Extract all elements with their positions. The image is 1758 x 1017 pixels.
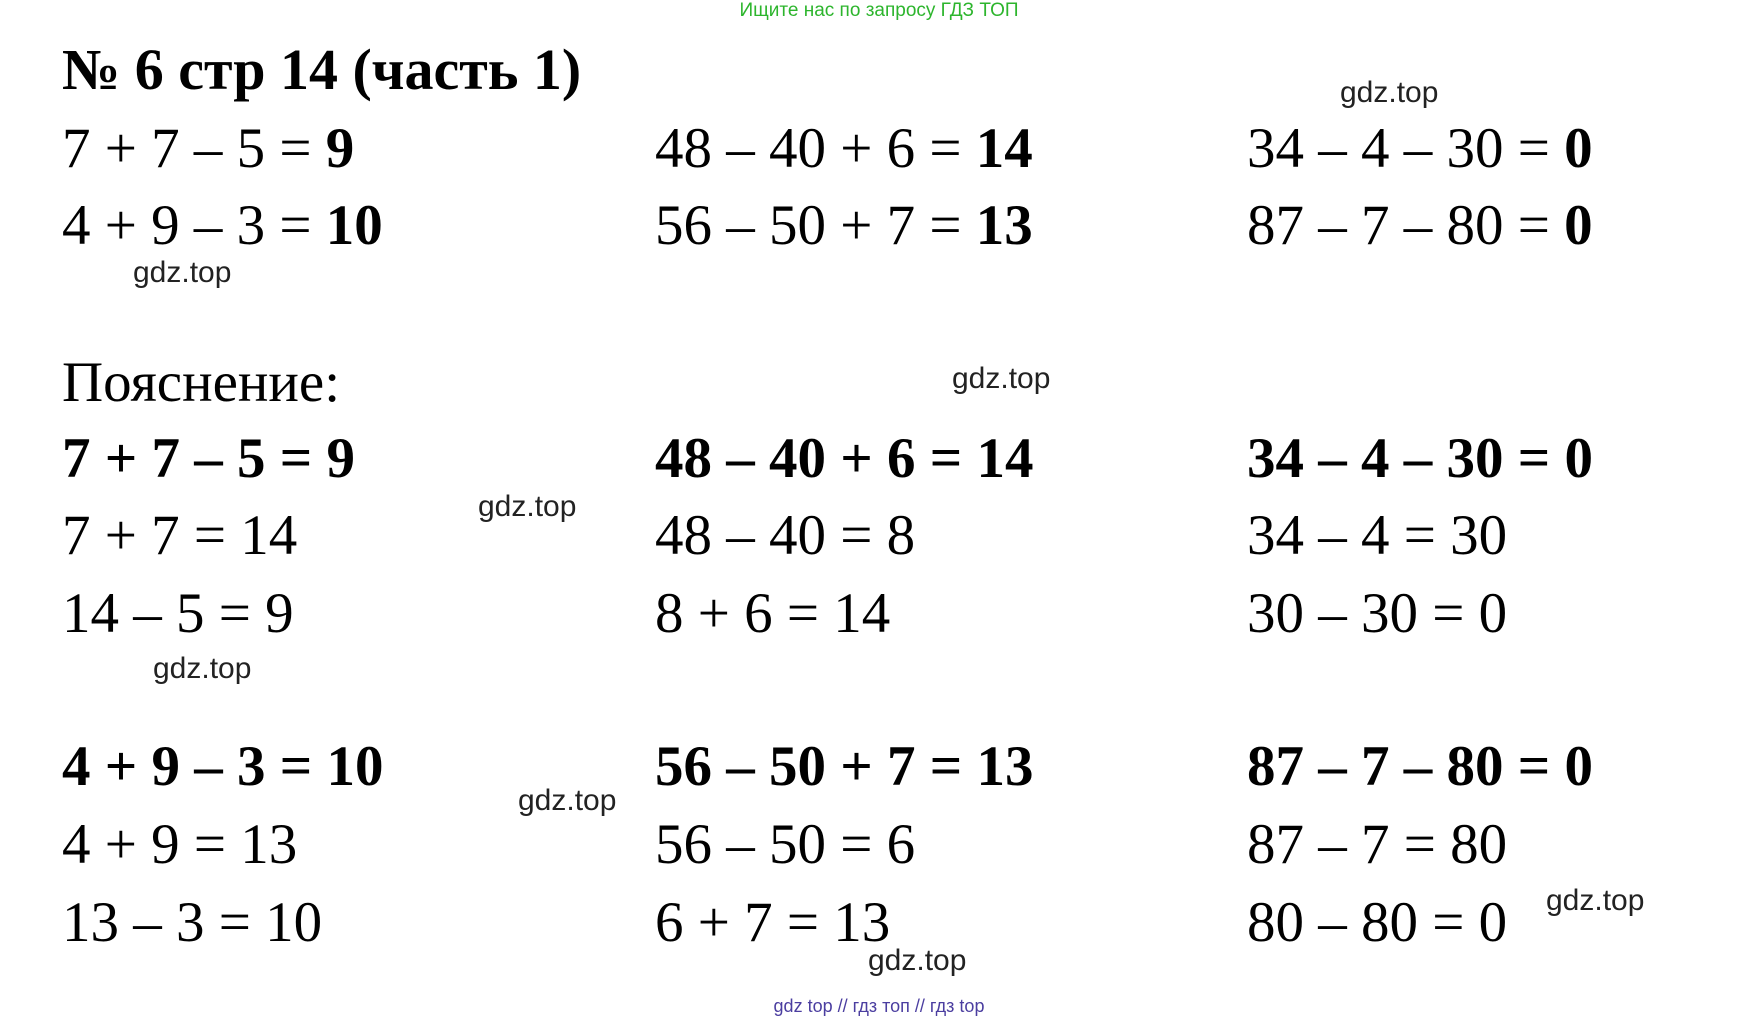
watermark: gdz.top [952, 362, 1051, 395]
search-hint: Ищите нас по запросу ГДЗ ТОП [739, 0, 1019, 21]
explanation-head-6: 87 – 7 – 80 = 0 [1247, 735, 1593, 798]
explanation-step: 8 + 6 = 14 [655, 582, 891, 645]
explanation-step: 7 + 7 = 14 [62, 504, 298, 567]
watermark: gdz.top [1546, 884, 1645, 917]
answer-1: 7 + 7 – 5 = 9 [62, 117, 355, 180]
answer-5: 34 – 4 – 30 = 0 [1247, 117, 1593, 180]
watermark: gdz.top [153, 652, 252, 685]
explanation-head-5: 56 – 50 + 7 = 13 [655, 735, 1034, 798]
watermark: gdz.top [1340, 76, 1439, 109]
footer-note: gdz top // гдз топ // гдз top [773, 996, 985, 1016]
watermark: gdz.top [868, 944, 967, 977]
explanation-step: 48 – 40 = 8 [655, 504, 916, 567]
watermark: gdz.top [133, 256, 232, 289]
answer-6: 87 – 7 – 80 = 0 [1247, 194, 1593, 257]
explanation-step: 87 – 7 = 80 [1247, 813, 1508, 876]
explanation-head-3: 34 – 4 – 30 = 0 [1247, 427, 1593, 490]
explanation-step: 80 – 80 = 0 [1247, 891, 1508, 954]
watermark: gdz.top [478, 490, 577, 523]
explanation-step: 14 – 5 = 9 [62, 582, 294, 645]
explanation-head-4: 4 + 9 – 3 = 10 [62, 735, 384, 798]
explanation-label: Пояснение: [62, 351, 341, 414]
explanation-step: 4 + 9 = 13 [62, 813, 298, 876]
explanation-step: 34 – 4 = 30 [1247, 504, 1508, 567]
answer-2: 4 + 9 – 3 = 10 [62, 194, 383, 257]
explanation-step: 13 – 3 = 10 [62, 891, 323, 954]
explanation-step: 56 – 50 = 6 [655, 813, 916, 876]
answer-4: 56 – 50 + 7 = 13 [655, 194, 1033, 257]
explanation-head-2: 48 – 40 + 6 = 14 [655, 427, 1034, 490]
answer-3: 48 – 40 + 6 = 14 [655, 117, 1033, 180]
explanation-step: 30 – 30 = 0 [1247, 582, 1508, 645]
explanation-head-1: 7 + 7 – 5 = 9 [62, 427, 355, 490]
explanation-step: 6 + 7 = 13 [655, 891, 891, 954]
page-title: № 6 стр 14 (часть 1) [62, 37, 582, 102]
watermark: gdz.top [518, 784, 617, 817]
